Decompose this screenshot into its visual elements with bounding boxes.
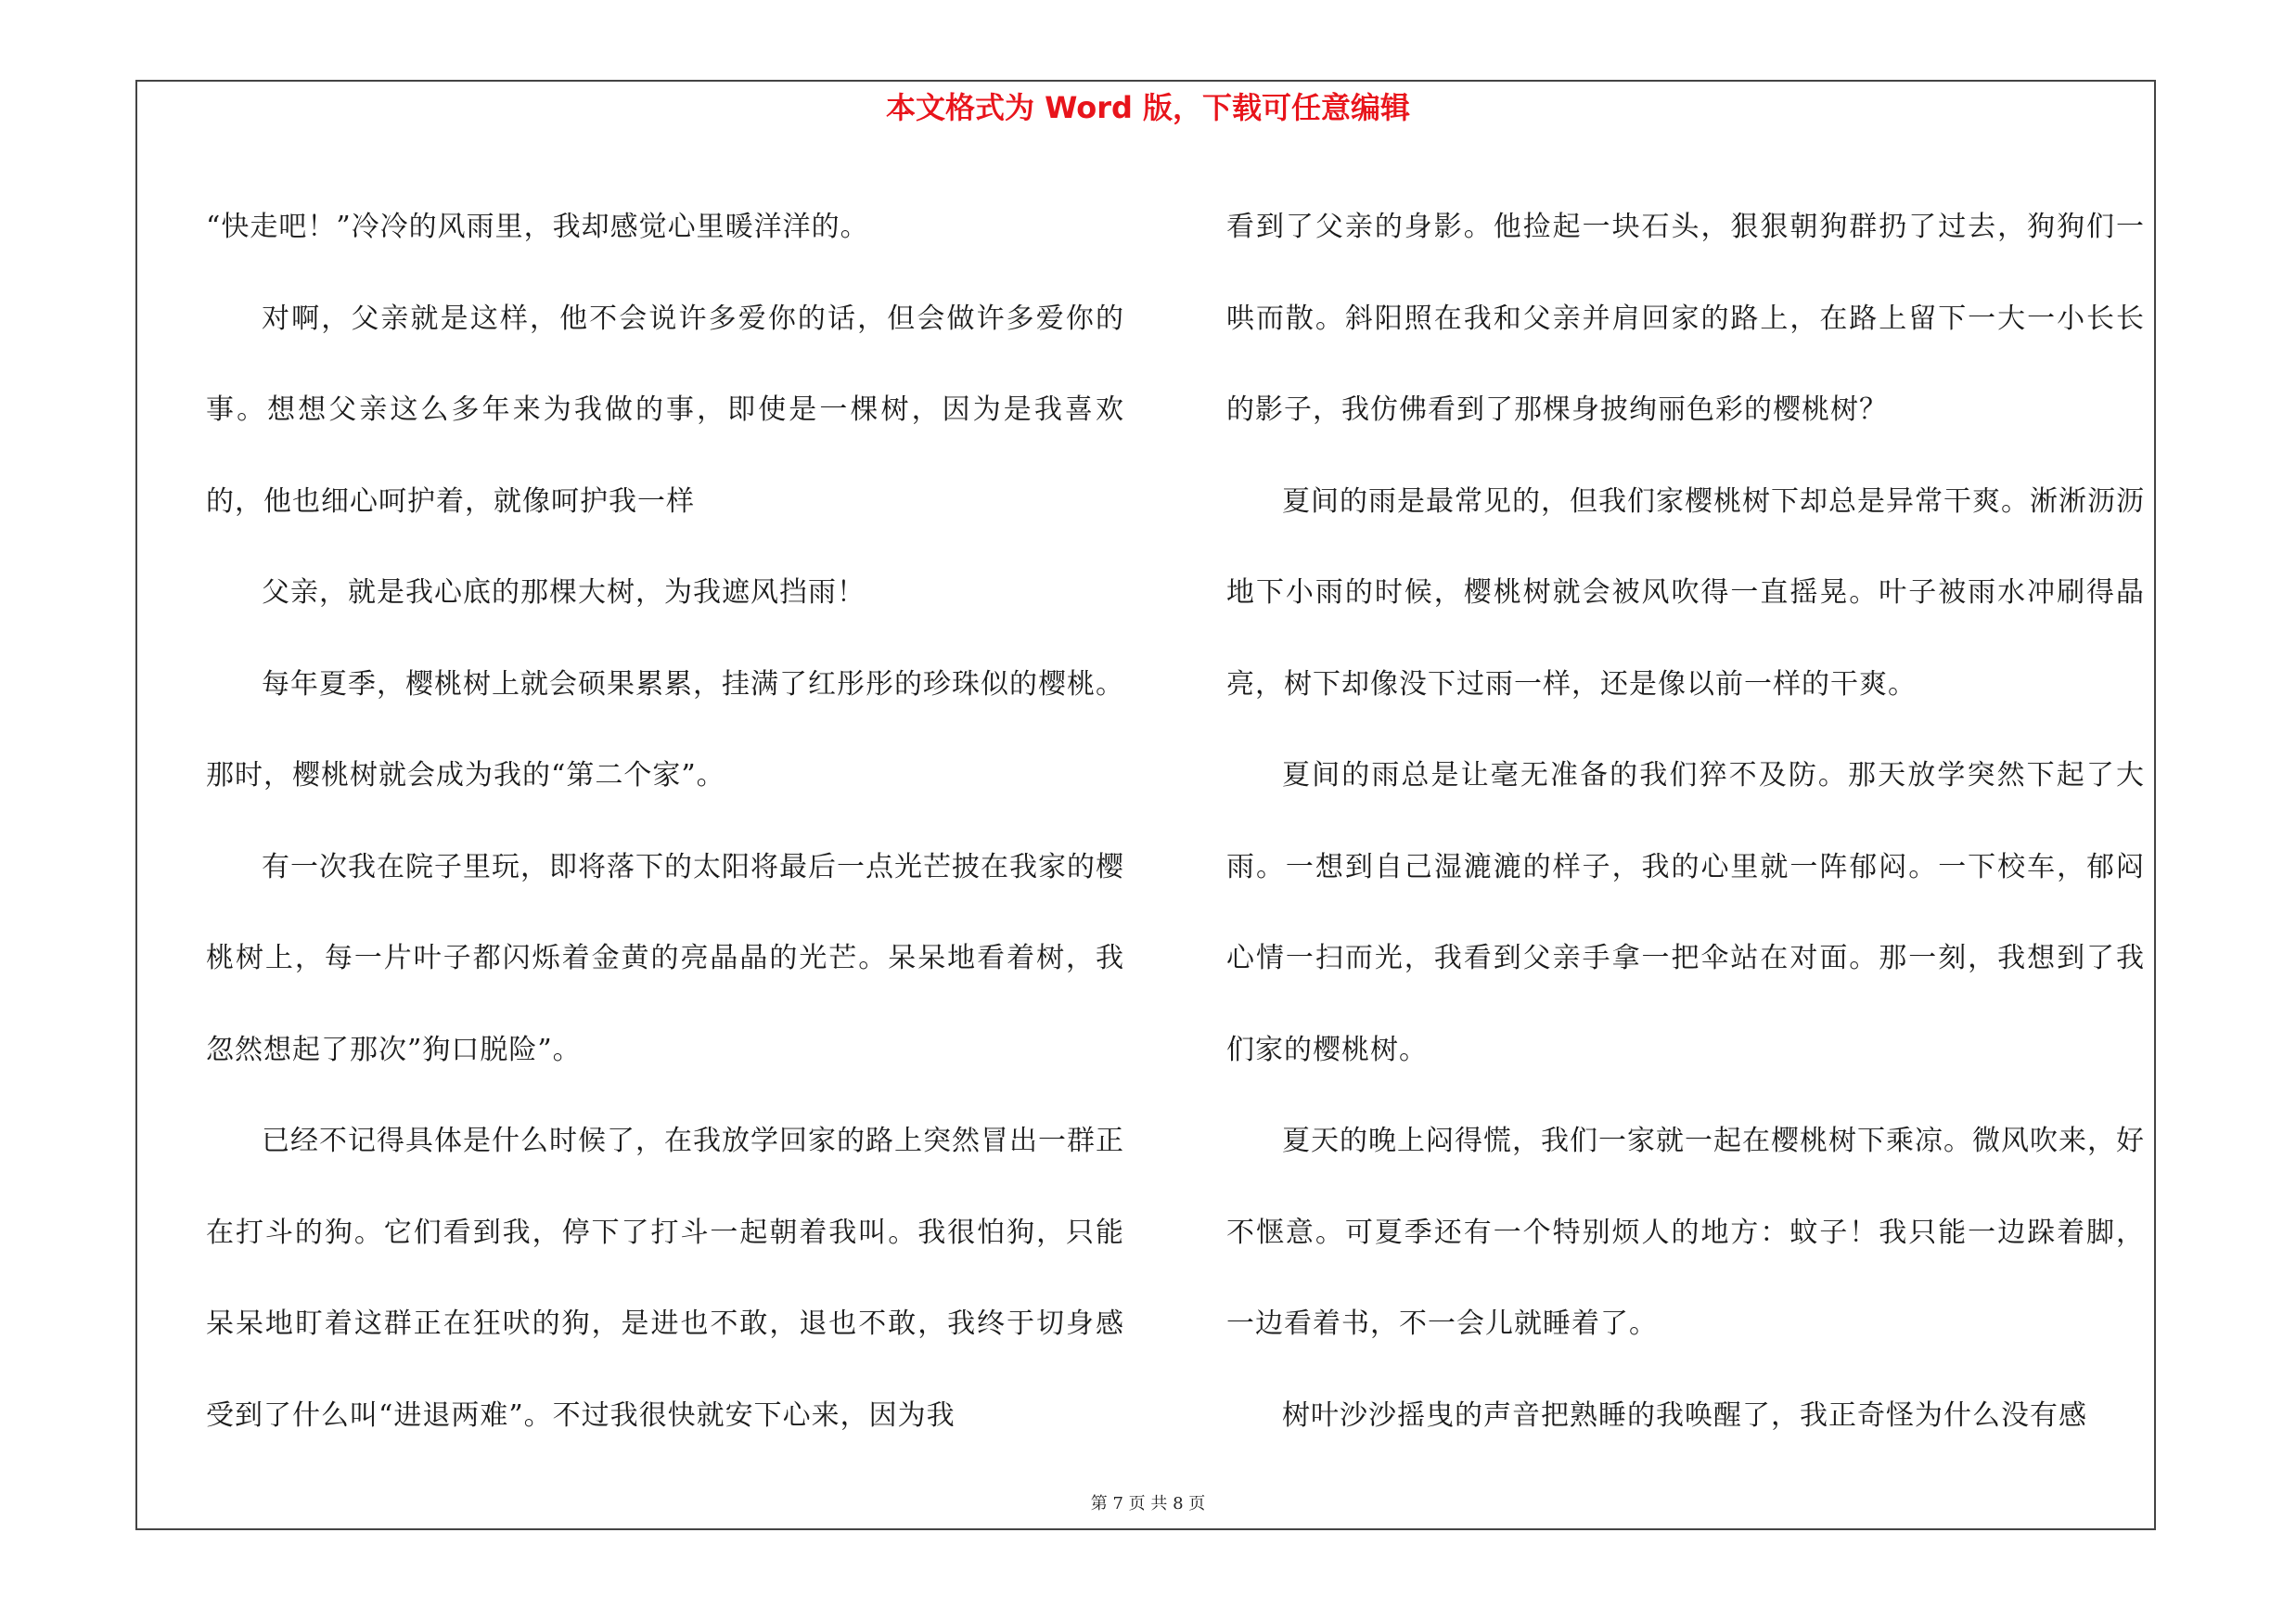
right-text-column — [1226, 182, 2145, 1462]
paragraph: 父亲，就是我心底的那棵大树，为我遮风挡雨！ — [262, 576, 866, 609]
left-text-column — [206, 182, 1124, 1462]
paragraph: 夏间的雨是最常见的，但我们家樱桃树下却总是异常干爽。淅淅沥沥地下小雨的时候，樱桃树就会被风吹得一直摇晃。叶子被雨水冲刷得晶亮，树下却像没下过雨一样，还是像以前一样的干爽。 — [1226, 484, 2145, 701]
paragraph: 树叶沙沙摇曳的声音把熟睡的我唤醒了，我正奇怪为什么没有感 — [1282, 1398, 2087, 1432]
page-number: 第 7 页 共 8 页 — [1090, 1494, 1206, 1514]
paragraph: 已经不记得具体是什么时候了，在我放学回家的路上突然冒出一群正在打斗的狗。它们看到我，停下了打斗一起朝着我叫。我很怕狗，只能呆呆地盯着这群正在狂吠的狗，是进也不敢，退也不敢，我终于切身感受到了什么叫“进退两难”。不过我很快就安下心来，因为我 — [206, 1125, 1124, 1432]
paragraph: 夏天的晚上闷得慌，我们一家就一起在樱桃树下乘凉。微风吹来，好不惬意。可夏季还有一个特别烦人的地方：蚊子！我只能一边跺着脚，一边看着书，不一会儿就睡着了。 — [1226, 1125, 2145, 1340]
paragraph: 有一次我在院子里玩，即将落下的太阳将最后一点光芒披在我家的樱桃树上，每一片叶子都闪烁着金黄的亮晶晶的光芒。呆呆地看着树，我忽然想起了那次”狗口脱险”。 — [206, 850, 1124, 1066]
paragraph: 每年夏季，樱桃树上就会硕果累累，挂满了红彤彤的珍珠似的樱桃。那时，樱桃树就会成为我的“第二个家”。 — [206, 667, 1124, 792]
paragraph: 看到了父亲的身影。他捡起一块石头，狠狠朝狗群扔了过去，狗狗们一哄而散。斜阳照在我和父亲并肩回家的路上，在路上留下一大一小长长的影子，我仿佛看到了那棵身披绚丽色彩的樱桃树？ — [1226, 211, 2145, 426]
header-banner: 本文格式为 Word 版，下载可任意编辑 — [885, 90, 1411, 125]
paragraph: “快走吧！”冷冷的风雨里，我却感觉心里暖洋洋的。 — [206, 211, 869, 243]
paragraph: 夏间的雨总是让毫无准备的我们猝不及防。那天放学突然下起了大雨。一想到自己湿漉漉的样子，我的心里就一阵郁闷。一下校车，郁闷心情一扫而光，我看到父亲手拿一把伞站在对面。那一刻，我想到了我们家的樱桃树。 — [1226, 759, 2145, 1066]
paragraph: 对啊，父亲就是这样，他不会说许多爱你的话，但会做许多爱你的事。想想父亲这么多年来为我做的事，即使是一棵树，因为是我喜欢的，他也细心呵护着，就像呵护我一样 — [206, 302, 1124, 518]
